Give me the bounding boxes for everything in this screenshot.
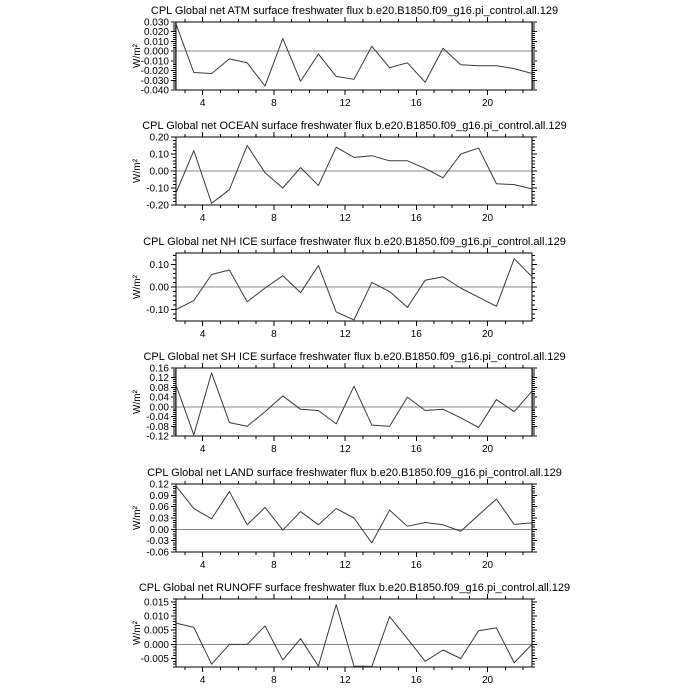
x-tick-label: 12 xyxy=(339,213,351,224)
x-tick-label: 20 xyxy=(481,560,494,571)
y-tick-label: 0.20 xyxy=(149,132,169,144)
y-tick-label: 0.03 xyxy=(149,513,169,525)
y-tick-label: -0.03 xyxy=(146,536,169,548)
x-tick-label: 12 xyxy=(339,329,351,340)
y-tick-label: 0.010 xyxy=(143,36,169,48)
x-tick-label: 4 xyxy=(199,329,206,340)
data-line-ocean xyxy=(176,146,532,204)
x-tick-label: 20 xyxy=(481,329,494,340)
x-tick-label: 12 xyxy=(339,675,351,686)
x-tick-label: 12 xyxy=(339,98,351,109)
panel-sh-ice xyxy=(132,363,537,455)
y-tick-label: 0.04 xyxy=(149,392,169,404)
x-tick-label: 16 xyxy=(410,675,422,686)
chart-title-nh-ice: CPL Global net NH ICE surface freshwater flux b.e20.B1850.f09_g16.pi_control.all.129 xyxy=(143,236,566,248)
x-tick-label: 8 xyxy=(271,98,277,109)
y-tick-label: 0.030 xyxy=(143,17,169,29)
y-tick-label: 0.09 xyxy=(149,490,169,502)
y-axis-label: W/m² xyxy=(132,506,143,530)
y-tick-label: -0.20 xyxy=(146,200,169,212)
chart-title-ocean: CPL Global net OCEAN surface freshwater flux b.e20.B1850.f09_g16.pi_control.all.129 xyxy=(142,120,567,132)
y-tick-label: 0.08 xyxy=(149,382,169,394)
y-axis-label: W/m² xyxy=(132,390,143,414)
y-tick-label: 0.010 xyxy=(143,611,169,623)
plot-box xyxy=(176,368,532,436)
x-tick-label: 16 xyxy=(410,213,422,224)
chart-title-runoff: CPL Global net RUNOFF surface freshwater flux b.e20.B1850.f09_g16.pi_control.all.129 xyxy=(138,582,571,594)
y-tick-label: -0.08 xyxy=(146,421,169,433)
chart-title-land: CPL Global net LAND surface freshwater flux b.e20.B1850.f09_g16.pi_control.all.129 xyxy=(147,467,562,479)
y-tick-label: -0.030 xyxy=(140,75,169,87)
panel-land xyxy=(132,479,537,571)
x-tick-label: 12 xyxy=(339,560,351,571)
y-tick-label: 0.00 xyxy=(149,282,169,294)
y-tick-label: 0.000 xyxy=(143,639,169,651)
y-tick-label: -0.10 xyxy=(146,183,169,195)
x-tick-label: 16 xyxy=(410,98,422,109)
x-tick-label: 8 xyxy=(271,560,277,571)
y-tick-label: 0.005 xyxy=(143,625,169,637)
y-tick-label: -0.020 xyxy=(140,66,169,78)
y-tick-label: 0.020 xyxy=(143,27,169,39)
y-tick-label: 0.16 xyxy=(149,363,169,375)
x-tick-label: 8 xyxy=(271,329,277,340)
y-tick-label: -0.040 xyxy=(140,85,169,97)
y-tick-label: 0.12 xyxy=(149,373,169,385)
y-tick-label: 0.10 xyxy=(149,259,169,271)
y-tick-label: 0.000 xyxy=(143,46,169,58)
x-tick-label: 8 xyxy=(271,213,277,224)
data-line-atm xyxy=(176,24,532,86)
y-tick-label: 0.12 xyxy=(149,479,169,491)
plot-box xyxy=(176,599,532,667)
panel-nh-ice xyxy=(132,248,537,340)
y-tick-label: -0.005 xyxy=(140,654,169,665)
data-line-land xyxy=(176,486,532,543)
x-tick-label: 20 xyxy=(481,98,494,109)
y-tick-label: -0.010 xyxy=(140,56,169,68)
x-tick-label: 20 xyxy=(481,675,494,686)
panel-atm xyxy=(132,17,537,109)
panel-ocean xyxy=(132,132,537,224)
y-tick-label: 0.00 xyxy=(149,402,169,414)
x-tick-label: 4 xyxy=(199,444,206,455)
y-axis-label: W/m² xyxy=(132,159,143,183)
x-tick-label: 20 xyxy=(481,444,494,455)
x-tick-label: 4 xyxy=(199,560,206,571)
y-tick-label: -0.04 xyxy=(146,412,169,424)
x-tick-label: 16 xyxy=(410,560,422,571)
x-tick-label: 4 xyxy=(199,675,206,686)
x-tick-label: 4 xyxy=(199,213,206,224)
chart-title-atm: CPL Global net ATM surface freshwater flux b.e20.B1850.f09_g16.pi_control.all.129 xyxy=(150,5,559,17)
y-axis-label: W/m² xyxy=(132,44,143,68)
chart-title-sh-ice: CPL Global net SH ICE surface freshwater flux b.e20.B1850.f09_g16.pi_control.all.129 xyxy=(143,351,566,363)
x-tick-label: 16 xyxy=(410,329,422,340)
x-tick-label: 16 xyxy=(410,444,422,455)
x-tick-label: 12 xyxy=(339,444,351,455)
y-tick-label: 0.015 xyxy=(143,597,169,609)
panel-runoff xyxy=(132,594,537,686)
x-tick-label: 20 xyxy=(481,213,494,224)
y-axis-label: W/m² xyxy=(132,275,143,299)
y-tick-label: 0.00 xyxy=(149,166,169,178)
x-tick-label: 8 xyxy=(271,444,277,455)
x-tick-label: 8 xyxy=(271,675,277,686)
y-tick-label: 0.10 xyxy=(149,149,169,161)
y-tick-label: -0.06 xyxy=(146,547,169,559)
y-tick-label: 0.06 xyxy=(149,502,169,514)
x-tick-label: 4 xyxy=(199,98,206,109)
data-line-sh-ice xyxy=(176,373,532,435)
y-tick-label: -0.12 xyxy=(146,431,169,443)
y-tick-label: 0.00 xyxy=(149,524,169,536)
data-line-nh-ice xyxy=(176,259,532,320)
data-line-runoff xyxy=(176,605,532,667)
y-axis-label: W/m² xyxy=(132,621,143,645)
y-tick-label: -0.10 xyxy=(146,305,169,317)
